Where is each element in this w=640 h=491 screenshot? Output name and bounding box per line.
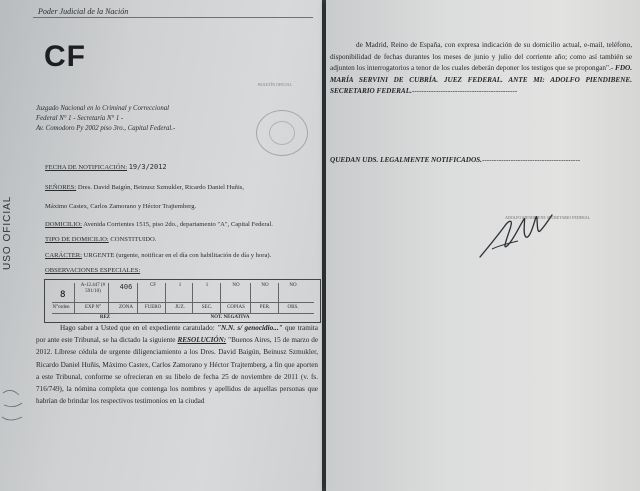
court-line: Federal N° 1 - Secretaría N° 1 - — [36, 115, 124, 122]
case-title: "N.N. s/ genocidio..." — [217, 324, 283, 332]
table-col-divider — [278, 283, 279, 313]
table-col-divider — [250, 283, 251, 313]
fecha-field — [45, 163, 167, 171]
secretary-stamp: ADOLFO PIENDIBENE SECRETARIO FEDERAL — [505, 215, 591, 220]
resolution-text: "Buenos Aires, 15 de marzo de 2012. Líbrese cédula de urgente diligenciamiento a los Dres. David Baigún, Beinusz Szmukler, Ricardo Daniel Huñis, Máximo Castex, Carlos Zamorano y Héctor Trajtemberg, a fin que aporten a este Tribunal, conforme se ofrecieran en su libelo de fecha 25 de noviembre de 2011 (v. fs. 716/749), la nómina completa que contenga los nombres y apellidos de aquellas personas que habrían de brindar los respectivos testimonios en la ciudad — [36, 336, 319, 406]
notification-notice — [330, 156, 580, 164]
signoff-text: FDO. MARÍA SERVINI DE CUBRÍA. JUEZ FEDERAL. ANTE MI: ADOLFO PIENDIBENE. SECRETARIO FEDERAL. — [330, 64, 633, 96]
table-header: COPIAS — [227, 305, 245, 310]
senores-label: SEÑORES: — [45, 184, 77, 191]
senores-value: Dres. David Baigún, Beinusz Szmukler, Ricardo Daniel Huñis, — [77, 184, 245, 191]
notified-dashes: ----------------------------------------- — [481, 156, 581, 164]
table-footer-left: REZ — [99, 315, 111, 320]
table-header: EXP N° — [84, 305, 102, 310]
tipo-field — [45, 236, 156, 243]
table-copias-value: NO — [232, 283, 240, 288]
table-exp-value: A-12.447 (# 591/10) — [80, 283, 106, 294]
table-divider — [52, 313, 314, 314]
senores-field — [45, 184, 244, 191]
domicilio-label: DOMICILIO: — [45, 221, 82, 228]
receipt-stamp-icon — [0, 385, 30, 430]
domicilio-field — [45, 221, 273, 228]
table-footer-right: NOT. NEGATIVA — [210, 315, 250, 320]
caracter-value: URGENTE (urgente, notificar en el día con habilitación de día y hora). — [83, 252, 272, 259]
table-divider — [52, 302, 314, 303]
senores-field-cont — [45, 203, 196, 210]
body-after-case: que tramita por ante este Tribunal, se ha dictado la siguiente — [36, 324, 318, 345]
domicilio-value: Avenida Corrientes 1515, piso 2do., departamento "A", Capital Federal. — [83, 221, 273, 228]
court-line: Av. Comodoro Py 2002 piso 3ro., Capital Federal.- — [36, 125, 176, 132]
small-stamp: BOLETÍN OFICIAL — [258, 82, 292, 87]
document-header: Poder Judicial de la Nación — [38, 7, 129, 16]
resolution-label: RESOLUCIÓN: — [177, 336, 227, 345]
table-obs-value: NO — [289, 283, 297, 288]
court-seal-icon — [256, 110, 308, 156]
table-per-value: NO — [261, 283, 269, 288]
table-order-value: 8 — [60, 290, 66, 300]
table-header: PER. — [259, 305, 271, 310]
header-divider — [33, 17, 313, 18]
table-header: N°orden — [52, 305, 70, 310]
table-col-divider — [74, 283, 75, 313]
table-fuero-value: CF — [149, 283, 157, 288]
body-intro: Hago saber a Usted que en el expediente caratulado: — [60, 324, 215, 332]
table-header: OBS. — [287, 305, 299, 310]
table-header: SEC. — [201, 305, 213, 310]
court-line: Juzgado Nacional en lo Criminal y Correccional — [36, 105, 170, 112]
fecha-label: FECHA DE NOTIFICACIÓN: — [45, 164, 128, 171]
table-header: JUZ. — [175, 305, 185, 310]
observaciones-label: OBSERVACIONES ESPECIALES: — [45, 267, 141, 274]
notified-text: QUEDAN UDS. LEGALMENTE NOTIFICADOS. — [330, 156, 482, 164]
fecha-value: 19/3/2012 — [128, 163, 167, 171]
caracter-field — [45, 252, 271, 259]
uso-oficial-label: USO OFICIAL — [2, 195, 13, 270]
signoff-dashes: -------------------------------------------- — [411, 87, 518, 96]
document-code: CF — [44, 40, 86, 73]
table-header: ZONA — [119, 305, 133, 310]
court-address — [36, 104, 175, 134]
tipo-value: CONSTITUIDO. — [110, 236, 157, 243]
table-juz-value: 1 — [178, 283, 182, 288]
senores-value-2: Máximo Castex, Carlos Zamorano y Héctor Trajtemberg. — [45, 203, 197, 210]
continued-text: de Madrid, Reino de España, con expresa indicación de su domicilio actual, e-mail, teléfono, disponibilidad de fechas durantes los meses de junio y julio del corriente año; como así también se adjunten los interrogatorios a tenor de los cuales deberán deponer los testigos que se propongan".- — [330, 41, 632, 73]
handwritten-signature-icon — [470, 205, 570, 265]
continued-paragraph — [330, 40, 632, 98]
caracter-label: CARÁCTER: — [45, 252, 83, 259]
table-header: FUERO — [144, 305, 162, 310]
tipo-label: TIPO DE DOMICILIO: — [45, 236, 109, 243]
table-col-divider — [220, 283, 221, 313]
resolution-body — [36, 322, 318, 407]
table-zona-value: 406 — [119, 283, 133, 291]
table-sec-value: 1 — [205, 283, 209, 288]
